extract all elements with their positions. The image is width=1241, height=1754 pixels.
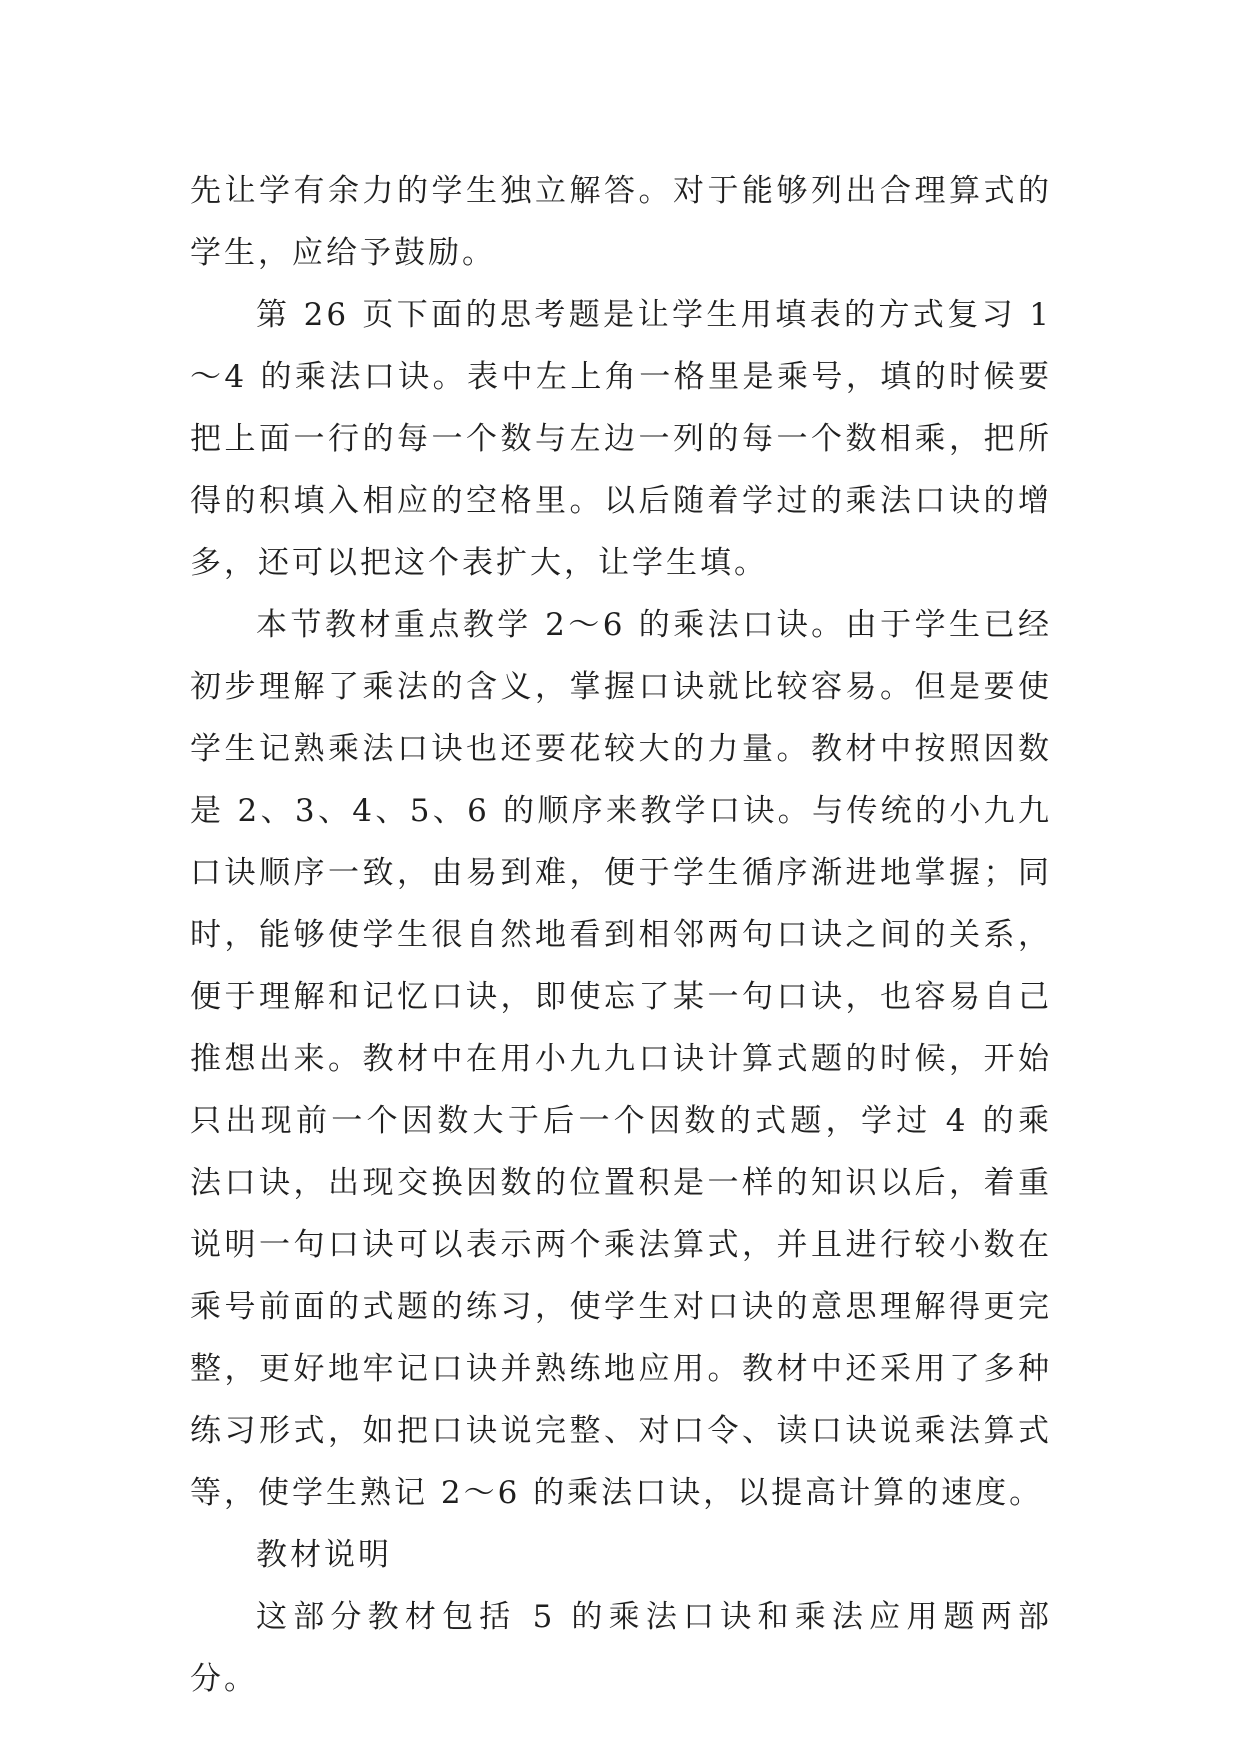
document-body bbox=[190, 160, 1052, 1710]
section-heading-textbook-notes: 教材说明 bbox=[256, 1537, 392, 1573]
paragraph-textbook-scope: 这部分教材包括 5 的乘法口诀和乘法应用题两部分。 bbox=[190, 1599, 1052, 1697]
paragraph-intro-continuation: 先让学有余力的学生独立解答。对于能够列出合理算式的学生，应给予鼓励。 bbox=[190, 173, 1052, 271]
paragraph-section-focus: 本节教材重点教学 2～6 的乘法口诀。由于学生已经初步理解了乘法的含义，掌握口诀就比较容易。但是要使学生记熟乘法口诀也还要花较大的力量。教材中按照因数是 2、3、4、5、6 的顺序来教学口诀。与传统的小九九口诀顺序一致，由易到难，便于学生循序渐进地掌握；同时，能够使学生很自然地看到相邻两句口诀之间的关系，便于理解和记忆口诀，即使忘了某一句口诀，也容易自己推想出来。教材中在用小九九口诀计算式题的时候，开始只出现前一个因数大于后一个因数的式题，学过 4 的乘法口诀，出现交换因数的位置积是一样的知识以后，着重说明一句口诀可以表示两个乘法算式，并且进行较小数在乘号前面的式题的练习，使学生对口诀的意思理解得更完整，更好地牢记口诀并熟练地应用。教材中还采用了多种练习形式，如把口诀说完整、对口令、读口诀说乘法算式等，使学生熟记 2～6 的乘法口诀，以提高计算的速度。 bbox=[190, 607, 1052, 1511]
paragraph-thinking-question: 第 26 页下面的思考题是让学生用填表的方式复习 1～4 的乘法口诀。表中左上角一格里是乘号，填的时候要把上面一行的每一个数与左边一列的每一个数相乘，把所得的积填入相应的空格里。以后随着学过的乘法口诀的增多，还可以把这个表扩大，让学生填。 bbox=[190, 297, 1052, 581]
